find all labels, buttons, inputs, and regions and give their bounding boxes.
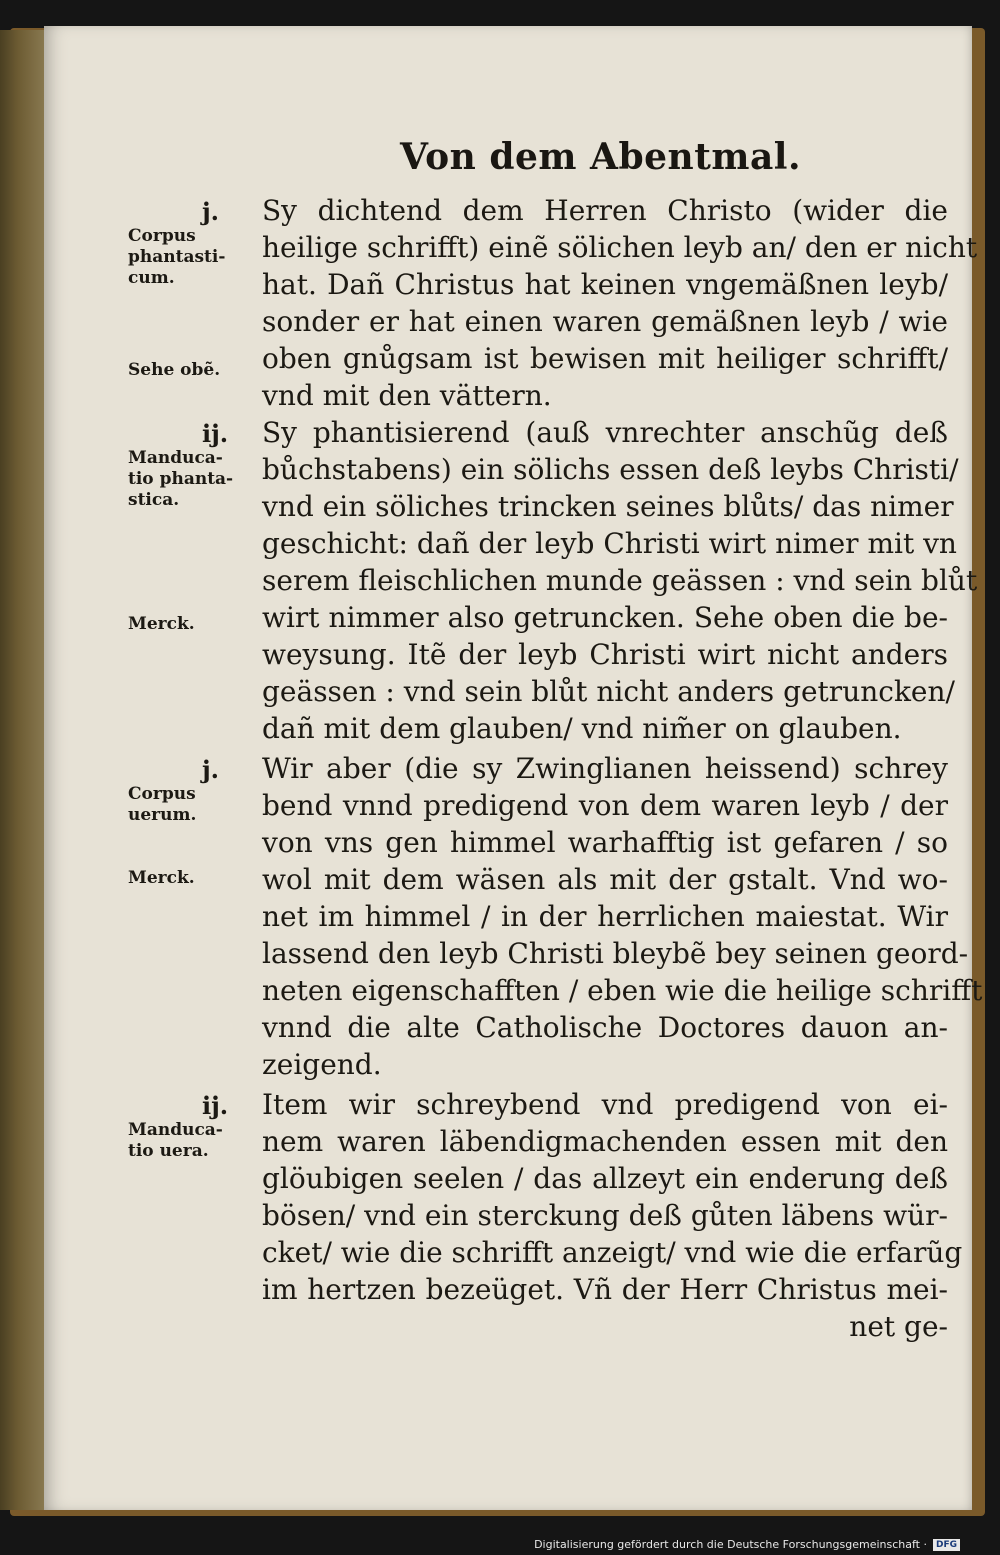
margin-text: Manduca- tio phanta- stica. bbox=[128, 448, 234, 510]
margin-note bbox=[128, 868, 260, 889]
margin-note bbox=[128, 360, 260, 381]
text-line: vnd ein söliches trincken seines blůts/ das nimer bbox=[262, 490, 954, 523]
margin-note bbox=[128, 198, 260, 289]
page-heading: Von dem Abentmal. bbox=[400, 136, 801, 178]
margin-text: Merck. bbox=[128, 614, 195, 634]
text-line: geschicht: dañ der leyb Christi wirt nimer mit vn bbox=[262, 527, 957, 560]
text-line: bůchstabens) ein sölichs essen deß leybs Christi/ bbox=[262, 453, 959, 486]
text-line: sonder er hat einen waren gemäßnen leyb / wie bbox=[262, 305, 948, 338]
text-line: von vns gen himmel warhafftig ist gefaren / so bbox=[262, 826, 948, 859]
text-line: weysung. Itẽ der leyb Christi wirt nicht anders bbox=[262, 638, 948, 671]
margin-number: j. bbox=[202, 755, 220, 784]
margin-number: ij. bbox=[202, 1091, 229, 1120]
text-line: bösen/ vnd ein sterckung deß gůten läbens wür- bbox=[262, 1199, 948, 1232]
text-line: oben gnůgsam ist bewisen mit heiliger schrifft/ bbox=[262, 342, 948, 375]
margin-number: ij. bbox=[202, 419, 229, 448]
text-line: Wir aber (die sy Zwinglianen heissend) schrey bbox=[262, 752, 948, 785]
text-line: dañ mit dem glauben/ vnd nim̃er on glauben. bbox=[262, 712, 902, 745]
text-line: Sy dichtend dem Herren Christo (wider die bbox=[262, 194, 948, 227]
text-line: Item wir schreybend vnd predigend von ei- bbox=[262, 1088, 948, 1121]
text-line: neten eigenschafften / eben wie die heilige schrifft bbox=[262, 974, 983, 1007]
text-line: vnd mit den vättern. bbox=[262, 379, 552, 412]
text-line: geässen : vnd sein blůt nicht anders getruncken/ bbox=[262, 675, 955, 708]
digitization-credit bbox=[534, 1538, 960, 1551]
margin-text: Merck. bbox=[128, 868, 195, 888]
text-line: wol mit dem wäsen als mit der gstalt. Vnd wo- bbox=[262, 863, 948, 896]
text-line: glöubigen seelen / das allzeyt ein enderung deß bbox=[262, 1162, 948, 1195]
dfg-logo: DFG bbox=[933, 1539, 960, 1551]
text-line: cket/ wie die schrifft anzeigt/ vnd wie die erfarũg bbox=[262, 1236, 963, 1269]
margin-number: j. bbox=[202, 197, 220, 226]
catchword: net ge- bbox=[849, 1310, 948, 1343]
text-line: serem fleischlichen munde geässen : vnd sein blůt bbox=[262, 564, 978, 597]
text-line: wirt nimmer also getruncken. Sehe oben die be- bbox=[262, 601, 948, 634]
text-line: lassend den leyb Christi bleybẽ bey seinen geord- bbox=[262, 937, 969, 970]
text-line: heilige schrifft) einẽ sölichen leyb an/ den er nicht bbox=[262, 231, 978, 264]
margin-text: Corpus uerum. bbox=[128, 784, 197, 825]
margin-text: Manduca- tio uera. bbox=[128, 1120, 223, 1161]
margin-note bbox=[128, 420, 260, 511]
text-line: net im himmel / in der herrlichen maiestat. Wir bbox=[262, 900, 948, 933]
margin-note bbox=[128, 614, 260, 635]
margin-note bbox=[128, 1092, 260, 1162]
text-line: zeigend. bbox=[262, 1048, 382, 1081]
book-spine bbox=[0, 30, 46, 1510]
margin-note bbox=[128, 756, 260, 826]
margin-text: Sehe obẽ. bbox=[128, 360, 221, 380]
margin-text: Corpus phantasti- cum. bbox=[128, 226, 226, 288]
text-line: im hertzen bezeüget. Vñ der Herr Christus mei- bbox=[262, 1273, 948, 1306]
credit-text: Digitalisierung gefördert durch die Deutsche Forschungsgemeinschaft · bbox=[534, 1538, 927, 1551]
text-line: nem waren läbendigmachenden essen mit den bbox=[262, 1125, 948, 1158]
text-line: hat. Dañ Christus hat keinen vngemäßnen leyb/ bbox=[262, 268, 948, 301]
text-line: vnnd die alte Catholische Doctores dauon an- bbox=[262, 1011, 948, 1044]
text-line: bend vnnd predigend von dem waren leyb / der bbox=[262, 789, 948, 822]
text-line: Sy phantisierend (auß vnrechter anschũg deß bbox=[262, 416, 948, 449]
